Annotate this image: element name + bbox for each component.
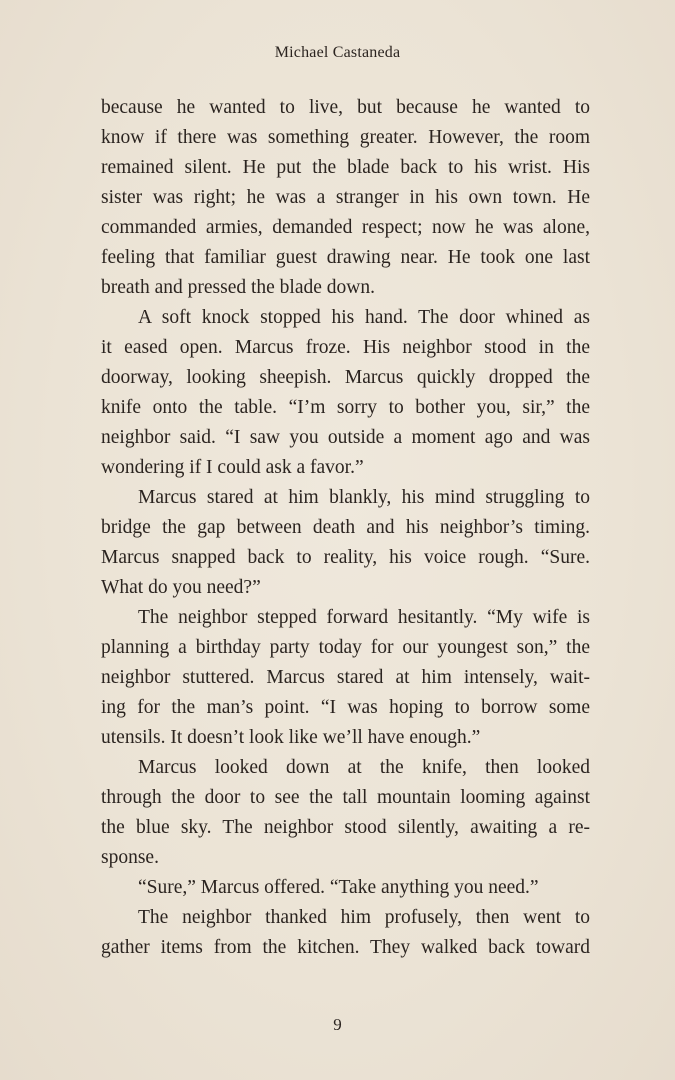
text-line: The neighbor thanked him profusely, then went to bbox=[138, 907, 590, 928]
running-head-author: Michael Castaneda bbox=[274, 44, 401, 61]
page-number: 9 bbox=[333, 1015, 342, 1034]
body-text bbox=[101, 93, 590, 963]
paragraph-3 bbox=[101, 483, 590, 603]
paragraph-5 bbox=[101, 753, 590, 873]
text-line: neighbor stuttered. Marcus stared at him intensely, wait- bbox=[101, 667, 590, 688]
text-line: know if there was something greater. However, the room bbox=[101, 127, 590, 148]
paragraph-4 bbox=[101, 603, 590, 753]
text-line: doorway, looking sheepish. Marcus quickly dropped the bbox=[101, 367, 590, 388]
text-line: feeling that familiar guest drawing near. He took one last bbox=[101, 247, 590, 268]
text-line: breath and pressed the blade down. bbox=[101, 277, 375, 298]
text-line: commanded armies, demanded respect; now he was alone, bbox=[101, 217, 590, 238]
text-line: wondering if I could ask a favor.” bbox=[101, 457, 364, 478]
text-line: The neighbor stepped forward hesitantly. “My wife is bbox=[138, 607, 590, 628]
paragraph-7 bbox=[101, 903, 590, 963]
text-line: neighbor said. “I saw you outside a moment ago and was bbox=[101, 427, 590, 448]
paragraph-1 bbox=[101, 93, 590, 303]
text-line: “Sure,” Marcus offered. “Take anything you need.” bbox=[138, 877, 539, 898]
text-line: the blue sky. The neighbor stood silently, awaiting a re- bbox=[101, 817, 590, 838]
text-line: A soft knock stopped his hand. The door whined as bbox=[138, 307, 590, 328]
text-line: ing for the man’s point. “I was hoping to borrow some bbox=[101, 697, 590, 718]
text-line: planning a birthday party today for our youngest son,” the bbox=[101, 637, 590, 658]
text-line: What do you need?” bbox=[101, 577, 261, 598]
text-line: sponse. bbox=[101, 847, 159, 868]
text-line: gather items from the kitchen. They walked back toward bbox=[101, 937, 590, 958]
paragraph-2 bbox=[101, 303, 590, 483]
text-line: sister was right; he was a stranger in his own town. He bbox=[101, 187, 590, 208]
paragraph-6 bbox=[101, 873, 590, 903]
text-line: it eased open. Marcus froze. His neighbor stood in the bbox=[101, 337, 590, 358]
text-line: bridge the gap between death and his neighbor’s timing. bbox=[101, 517, 590, 538]
text-line: through the door to see the tall mountain looming against bbox=[101, 787, 590, 808]
text-line: Marcus stared at him blankly, his mind struggling to bbox=[138, 487, 590, 508]
text-line: Marcus snapped back to reality, his voice rough. “Sure. bbox=[101, 547, 590, 568]
text-line: Marcus looked down at the knife, then looked bbox=[138, 757, 590, 778]
text-line: utensils. It doesn’t look like we’ll have enough.” bbox=[101, 727, 481, 748]
text-line: because he wanted to live, but because he wanted to bbox=[101, 97, 590, 118]
text-line: knife onto the table. “I’m sorry to bother you, sir,” the bbox=[101, 397, 590, 418]
text-line: remained silent. He put the blade back to his wrist. His bbox=[101, 157, 590, 178]
